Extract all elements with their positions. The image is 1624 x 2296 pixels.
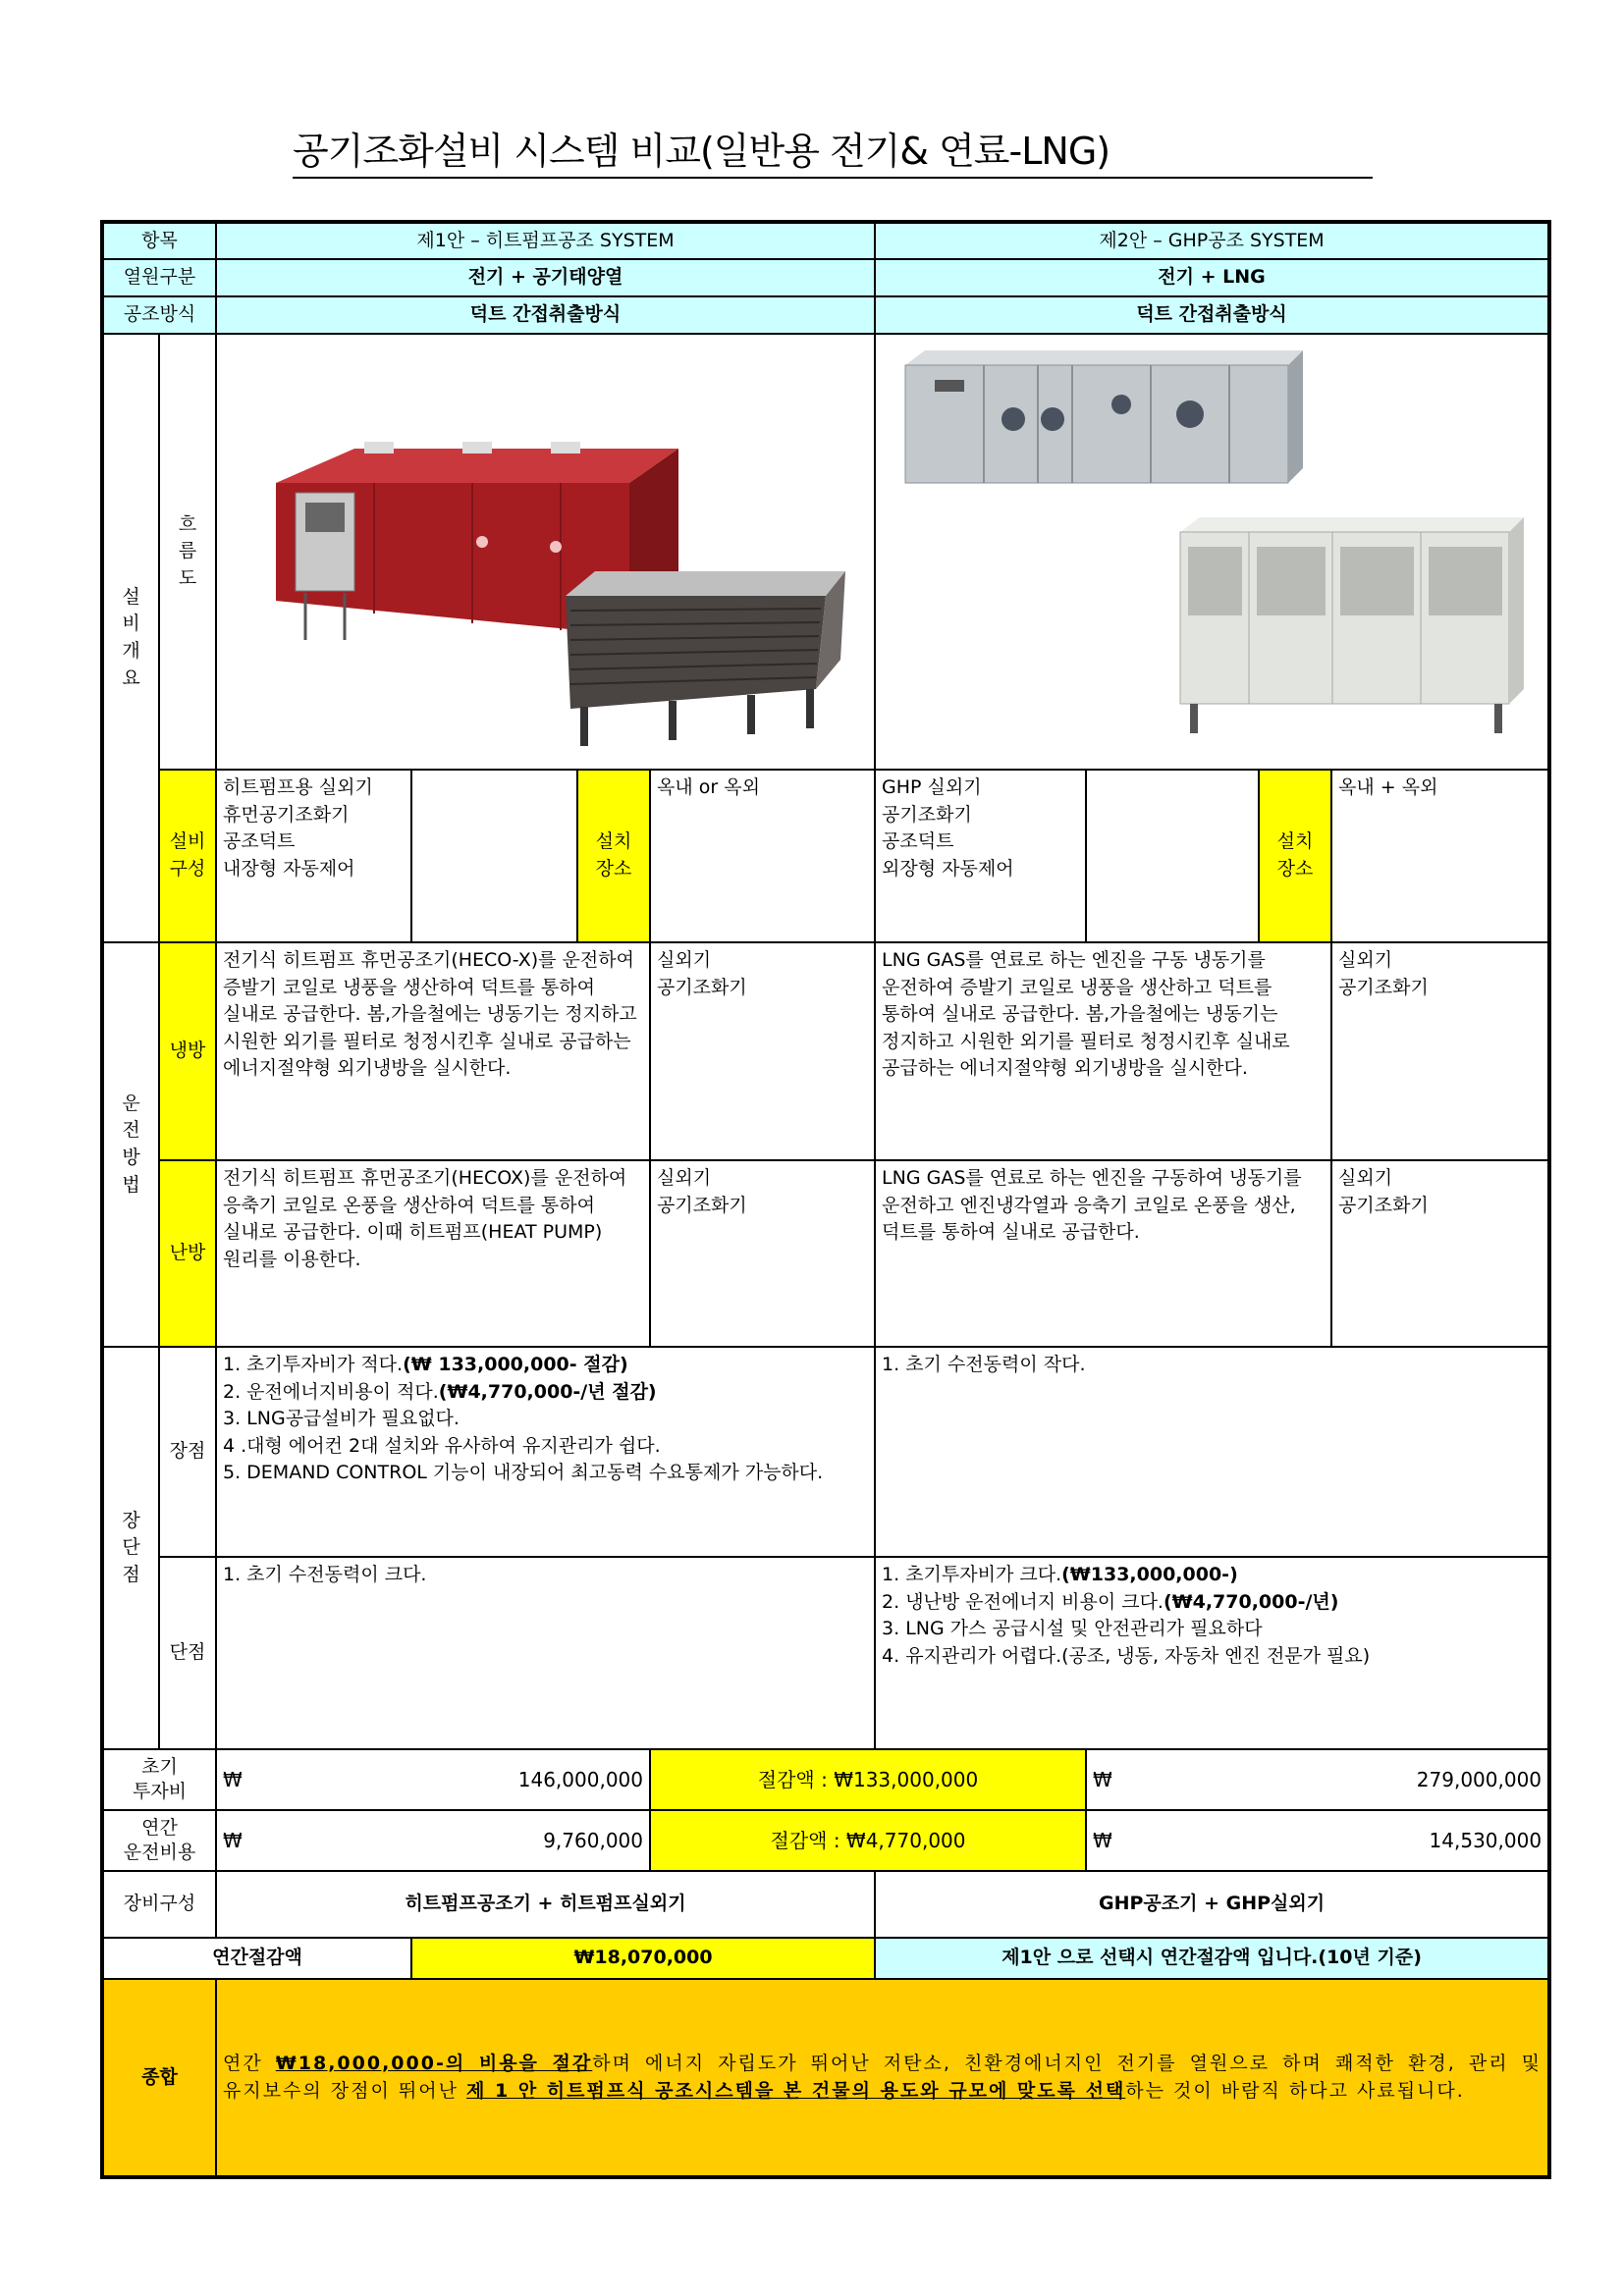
- ghp-outdoor-unit-image: [1180, 517, 1524, 733]
- document-title: 공기조화설비 시스템 비교(일반용 전기& 연료-LNG): [293, 126, 1373, 179]
- plan1-heating-text: 전기식 히트펌프 휴먼공조기(HECOX)를 운전하여 응축기 코일로 온풍을 생산하여 덕트를 통하여 실내로 공급한다. 이때 히트펌프(HEAT PUMP) 원리를 이용한다.: [216, 1160, 650, 1347]
- overview-group-label: 설비개요: [102, 334, 159, 942]
- plan1-place-label: 설치 장소: [577, 770, 650, 942]
- ghp-ahu-image: [905, 350, 1303, 483]
- plan1-cooling-text: 전기식 히트펌프 휴먼공조기(HECO-X)를 운전하여 증발기 코일로 냉풍을 생산하여 덕트를 통하여 실내로 공급한다. 봄,가을철에는 냉동기는 정지하고 시원한 외기를 필터로 청정시킨후 실내로 공급하는 에너지절약형 외기냉방을 실시한다.: [216, 942, 650, 1160]
- annual-cost-label: 연간 운전비용: [102, 1810, 216, 1871]
- heat-pump-outdoor-unit-image: [566, 571, 845, 746]
- annual-savings-value: ₩18,070,000: [411, 1938, 875, 1979]
- plan2-cons: 1. 초기투자비가 크다.(₩133,000,000-) 2. 냉난방 운전에너지 비용이 크다.(₩4,770,000-/년) 3. LNG 가스 공급시설 및 안전관리가 필요하다 4. 유지관리가 어렵다.(공조, 냉동, 자동차 엔진 전문가 필요): [875, 1557, 1549, 1749]
- plan2-flow-image: [875, 334, 1549, 770]
- plan2-heating-equipment: 실외기 공기조화기: [1331, 1160, 1549, 1347]
- plan1-place: 옥내 or 옥외: [650, 770, 875, 942]
- plan1-config-spacer: [411, 770, 577, 942]
- initial-saving: 절감액 : ₩133,000,000: [650, 1749, 1086, 1810]
- plan2-ac-method: 덕트 간접취출방식: [875, 296, 1549, 334]
- annual-savings-note: 제1안 으로 선택시 연간절감액 입니다.(10년 기준): [875, 1938, 1549, 1979]
- initial-cost-label: 초기 투자비: [102, 1749, 216, 1810]
- pros-label: 장점: [159, 1347, 216, 1557]
- plan2-config: GHP 실외기 공기조화기 공조덕트 외장형 자동제어: [875, 770, 1086, 942]
- plan1-flow-image: [216, 334, 875, 770]
- summary-label: 종합: [102, 1979, 216, 2177]
- operation-group-label: 운전방법: [102, 942, 159, 1347]
- plan2-config-spacer: [1086, 770, 1259, 942]
- plan1-equipment: 히트펌프공조기 + 히트펌프실외기: [216, 1871, 875, 1938]
- plan1-cooling-equipment: 실외기 공기조화기: [650, 942, 875, 1160]
- plan1-pros: 1. 초기투자비가 적다.(₩ 133,000,000- 절감) 2. 운전에너지비용이 적다.(₩4,770,000-/년 절감) 3. LNG공급설비가 필요없다. 4 .대형 에어컨 2대 설치와 유사하여 유지관리가 쉽다. 5. DEMAND CONTROL 기능이 내장되어 최고동력 수요통제가 가능하다.: [216, 1347, 875, 1557]
- plan1-heating-equipment: 실외기 공기조화기: [650, 1160, 875, 1347]
- plan2-name: 제2안 – GHP공조 SYSTEM: [875, 222, 1549, 259]
- pros-cons-group-label: 장단점: [102, 1347, 159, 1749]
- plan1-annual-cost: ₩ 9,760,000: [216, 1810, 650, 1871]
- plan2-heating-text: LNG GAS를 연료로 하는 엔진을 구동하여 냉동기를 운전하고 엔진냉각열과 응축기 코일로 온풍을 생산, 덕트를 통하여 실내로 공급한다.: [875, 1160, 1331, 1347]
- plan2-heat-source: 전기 + LNG: [875, 259, 1549, 296]
- plan1-initial-cost: ₩ 146,000,000: [216, 1749, 650, 1810]
- plan2-place: 옥내 + 옥외: [1331, 770, 1549, 942]
- annual-savings-label: 연간절감액: [102, 1938, 411, 1979]
- plan2-equipment-illustration: [876, 336, 1543, 768]
- plan1-cons: 1. 초기 수전동력이 크다.: [216, 1557, 875, 1749]
- equipment-label: 장비구성: [102, 1871, 216, 1938]
- heat-source-label: 열원구분: [102, 259, 216, 296]
- plan1-config: 히트펌프용 실외기 휴먼공기조화기 공조덕트 내장형 자동제어: [216, 770, 411, 942]
- plan1-heat-source: 전기 + 공기태양열: [216, 259, 875, 296]
- heating-label: 난방: [159, 1160, 216, 1347]
- ac-method-label: 공조방식: [102, 296, 216, 334]
- flow-label: 흐름도: [159, 334, 216, 770]
- plan2-cooling-text: LNG GAS를 연료로 하는 엔진을 구동 냉동기를 운전하여 증발기 코일로 냉풍을 생산하고 덕트를 통하여 실내로 공급한다. 봄,가을철에는 냉동기는 정지하고 시원한 외기를 필터로 청정시킨후 실내로 공급하는 에너지절약형 외기냉방을 실시한다.: [875, 942, 1331, 1160]
- plan2-initial-cost: ₩ 279,000,000: [1086, 1749, 1549, 1810]
- annual-saving: 절감액 : ₩4,770,000: [650, 1810, 1086, 1871]
- plan2-annual-cost: ₩ 14,530,000: [1086, 1810, 1549, 1871]
- config-label: 설비 구성: [159, 770, 216, 942]
- cooling-label: 냉방: [159, 942, 216, 1160]
- item-label: 항목: [102, 222, 216, 259]
- summary-text: 연간 ₩18,000,000-의 비용을 절감하며 에너지 자립도가 뛰어난 저탄소, 친환경에너지인 전기를 열원으로 하며 쾌적한 환경, 관리 및 유지보수의 장점이 뛰어난 제 1 안 히트펌프식 공조시스템을 본 건물의 용도와 규모에 맞도록 선택하는 것이 바람직 하다고 사료됩니다.: [216, 1979, 1549, 2177]
- cons-label: 단점: [159, 1557, 216, 1749]
- plan2-pros: 1. 초기 수전동력이 작다.: [875, 1347, 1549, 1557]
- plan2-cooling-equipment: 실외기 공기조화기: [1331, 942, 1549, 1160]
- plan1-name: 제1안 – 히트펌프공조 SYSTEM: [216, 222, 875, 259]
- plan2-place-label: 설치 장소: [1259, 770, 1331, 942]
- comparison-table: [100, 220, 1551, 2179]
- plan1-ac-method: 덕트 간접취출방식: [216, 296, 875, 334]
- plan1-equipment-illustration: [217, 336, 875, 768]
- plan2-equipment: GHP공조기 + GHP실외기: [875, 1871, 1549, 1938]
